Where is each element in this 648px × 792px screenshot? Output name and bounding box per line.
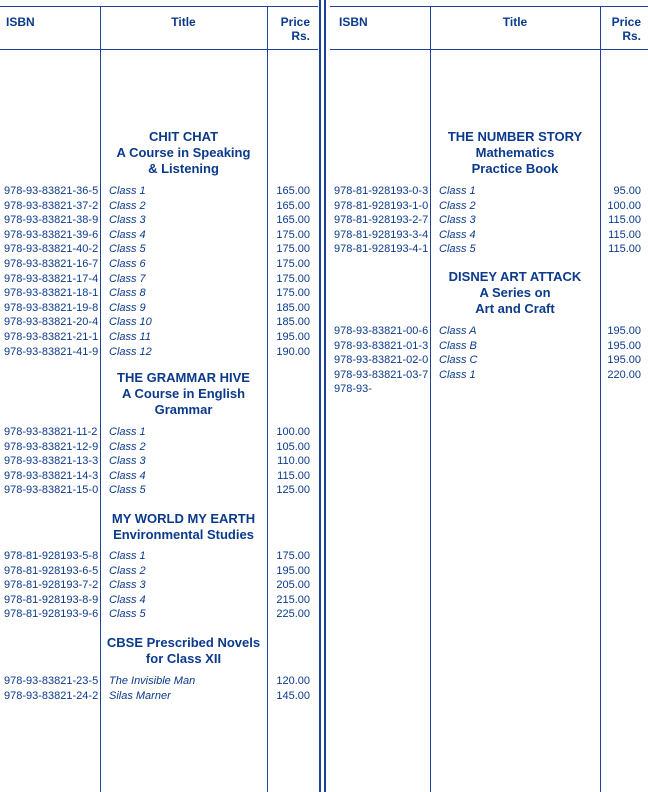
title-cell: Class 1 [439,368,476,381]
book-row [0,454,318,468]
price-cell: 105.00 [276,440,310,453]
price-cell: 165.00 [276,199,310,212]
book-row [0,286,318,300]
book-row [330,339,648,353]
price-cell: 145.00 [276,689,310,702]
title-cell: Class 7 [109,272,146,285]
price-cell: 175.00 [276,258,310,270]
price-cell: 205.00 [276,579,310,592]
title-cell: Class B [439,339,477,352]
price-cell: 175.00 [276,228,310,241]
section-heading-line: CHIT CHAT [148,129,219,144]
title-cell: Class C [439,354,478,367]
isbn-cell: 978-81-928193-3-4 [334,228,429,241]
isbn-cell: 978-93-83821-15-0 [4,484,99,497]
title-cell: Class 4 [439,228,476,241]
isbn-cell: 978-93- [334,383,372,396]
book-row [0,242,318,256]
title-cell: Class 2 [109,199,146,212]
book-row [330,368,648,382]
section-heading-line: MY WORLD MY EARTH [111,511,256,526]
price-cell: 195.00 [276,564,310,577]
center-frame-line-left [319,0,321,792]
section-heading-the-grammar-hive [100,370,267,418]
section-heading-chit-chat [100,129,267,177]
price-cell: 195.00 [607,354,641,367]
price-cell: 100.00 [607,199,641,212]
price-cell: 115.00 [277,469,310,482]
price-header-line1: Price [611,15,641,29]
title-cell: Class 3 [109,579,146,592]
isbn-cell: 978-93-83821-19-8 [4,301,99,314]
price-cell: 110.00 [277,455,310,468]
isbn-cell: 978-93-83821-16-7 [4,258,99,270]
isbn-cell: 978-93-83821-38-9 [4,214,99,227]
title-column-header: Title [171,15,196,29]
title-cell: Class 4 [109,228,146,241]
isbn-cell: 978-81-928193-9-6 [4,608,99,621]
isbn-cell: 978-81-928193-6-5 [4,564,99,577]
isbn-cell: 978-81-928193-7-2 [4,579,99,592]
section-heading-line: DISNEY ART ATTACK [448,269,582,284]
price-cell: 190.00 [276,345,310,358]
section-heading-line: Mathematics [475,145,555,160]
book-row [0,483,318,497]
isbn-cell: 978-93-83821-21-1 [4,331,99,343]
book-row [0,228,318,242]
isbn-cell: 978-93-83821-03-7 [334,368,429,381]
title-cell: Class 1 [109,426,146,438]
isbn-cell: 978-93-83821-18-1 [4,287,99,300]
book-row [0,607,318,621]
isbn-cell: 978-93-83821-14-3 [4,469,99,482]
book-row [0,301,318,315]
title-cell: Silas Marner [109,689,171,702]
column-divider-title-price [600,6,601,792]
title-cell: Class A [439,325,477,337]
book-row [0,199,318,213]
book-row [0,330,318,344]
book-row [0,564,318,578]
isbn-cell: 978-81-928193-4-1 [334,243,429,256]
price-cell: 100.00 [276,426,310,438]
price-cell: 175.00 [276,243,310,256]
price-header-line1: Price [280,15,310,29]
section-heading-line: Grammar [154,402,213,417]
price-column-header [612,15,641,43]
title-cell: Class 9 [109,301,146,314]
isbn-cell: 978-93-83821-40-2 [4,243,99,256]
section-heading-line: A Series on [479,285,551,300]
book-row [0,257,318,271]
isbn-cell: 978-93-83821-02-0 [334,354,429,367]
title-cell: Class 5 [109,484,146,497]
price-cell: 225.00 [276,608,310,621]
isbn-cell: 978-93-83821-17-4 [4,272,99,285]
price-cell: 175.00 [276,550,310,562]
price-cell: 125.00 [276,484,310,497]
title-cell: Class 11 [109,331,151,343]
book-row [0,593,318,607]
section-heading-disney-art-attack [430,269,600,317]
price-cell: 220.00 [607,368,641,381]
book-row [330,213,648,227]
book-row [0,549,318,563]
price-header-line2: Rs. [622,29,641,43]
title-cell: Class 2 [439,199,476,212]
section-heading-the-number-story [430,129,600,177]
section-heading-line: A Course in Speaking [116,145,251,160]
title-cell: Class 1 [109,550,146,562]
book-row [0,469,318,483]
price-header-line2: Rs. [291,29,310,43]
book-row [330,184,648,198]
book-row [330,242,648,256]
price-cell: 185.00 [276,301,310,314]
book-row [0,184,318,198]
title-cell: Class 3 [439,214,476,227]
price-cell: 175.00 [276,287,310,300]
section-heading-cbse-prescribed-novels [100,635,267,667]
isbn-cell: 978-81-928193-8-9 [4,593,99,606]
isbn-cell: 978-93-83821-12-9 [4,440,99,453]
isbn-cell: 978-93-83821-23-5 [4,675,99,687]
isbn-cell: 978-93-83821-00-6 [334,325,429,337]
book-row [0,315,318,329]
title-cell: Class 4 [109,593,146,606]
price-cell: 115.00 [608,214,641,227]
book-row [0,213,318,227]
isbn-cell: 978-81-928193-5-8 [4,550,99,562]
title-cell: Class 10 [109,316,152,329]
title-cell: Class 5 [439,243,476,256]
book-row [0,578,318,592]
isbn-cell: 978-93-83821-01-3 [334,339,429,352]
header-rule [0,49,318,50]
price-cell: 115.00 [608,228,641,241]
price-cell: 195.00 [276,331,310,343]
center-frame-line-right [324,0,326,792]
title-cell: Class 1 [439,185,476,197]
book-row [0,345,318,359]
title-cell: Class 5 [109,243,146,256]
price-cell: 185.00 [276,316,310,329]
book-row [0,440,318,454]
section-heading-line: Environmental Studies [113,527,254,542]
right-price-list [330,0,648,792]
isbn-cell: 978-93-83821-39-6 [4,228,99,241]
isbn-cell: 978-93-83821-20-4 [4,316,99,329]
title-cell: Class 3 [109,455,146,468]
price-cell: 215.00 [276,593,310,606]
isbn-cell: 978-81-928193-0-3 [334,185,429,197]
price-cell: 195.00 [607,339,641,352]
isbn-column-header: ISBN [339,15,368,29]
isbn-cell: 978-93-83821-41-9 [4,345,99,358]
column-divider-isbn-title [430,6,431,792]
isbn-cell: 978-81-928193-2-7 [334,214,429,227]
isbn-column-header: ISBN [6,15,35,29]
section-heading-line: for Class XII [145,651,222,666]
isbn-cell: 978-93-83821-36-5 [4,185,99,197]
title-cell: Class 12 [109,345,152,358]
price-cell: 195.00 [607,325,641,337]
book-row [0,674,318,688]
isbn-cell: 978-93-83821-24-2 [4,689,99,702]
top-rule [0,6,318,7]
left-price-list [0,0,318,792]
book-row [0,689,318,703]
book-row [330,382,648,396]
title-cell: Class 6 [109,258,146,270]
title-cell: Class 1 [109,185,146,197]
section-heading-line: & Listening [148,161,219,176]
section-heading-line: Practice Book [471,161,559,176]
title-cell: The Invisible Man [109,675,196,687]
title-cell: Class 8 [109,287,146,300]
price-column-header [281,15,310,43]
price-cell: 175.00 [276,272,310,285]
book-row [330,324,648,338]
book-row [0,272,318,286]
title-cell: Class 3 [109,214,146,227]
section-heading-line: THE GRAMMAR HIVE [117,370,250,385]
price-cell: 165.00 [276,185,310,197]
isbn-cell: 978-81-928193-1-0 [334,199,429,212]
section-heading-line: THE NUMBER STORY [447,129,583,144]
title-cell: Class 4 [109,469,146,482]
title-column-header: Title [502,15,528,29]
book-row [330,353,648,367]
price-cell: 165.00 [276,214,310,227]
title-cell: Class 2 [109,564,146,577]
book-row [0,425,318,439]
isbn-cell: 978-93-83821-11-2 [4,426,98,438]
section-heading-line: A Course in English [121,386,246,401]
book-row [330,228,648,242]
isbn-cell: 978-93-83821-13-3 [4,455,99,468]
price-cell: 95.00 [613,185,641,197]
book-row [330,199,648,213]
isbn-cell: 978-93-83821-37-2 [4,199,99,212]
price-cell: 120.00 [276,675,310,687]
title-cell: Class 5 [109,608,146,621]
price-cell: 115.00 [608,243,641,256]
title-cell: Class 2 [109,440,146,453]
section-heading-line: Art and Craft [475,301,555,316]
section-heading-my-world-my-earth [100,511,267,543]
section-heading-line: CBSE Prescribed Novels [106,635,261,650]
